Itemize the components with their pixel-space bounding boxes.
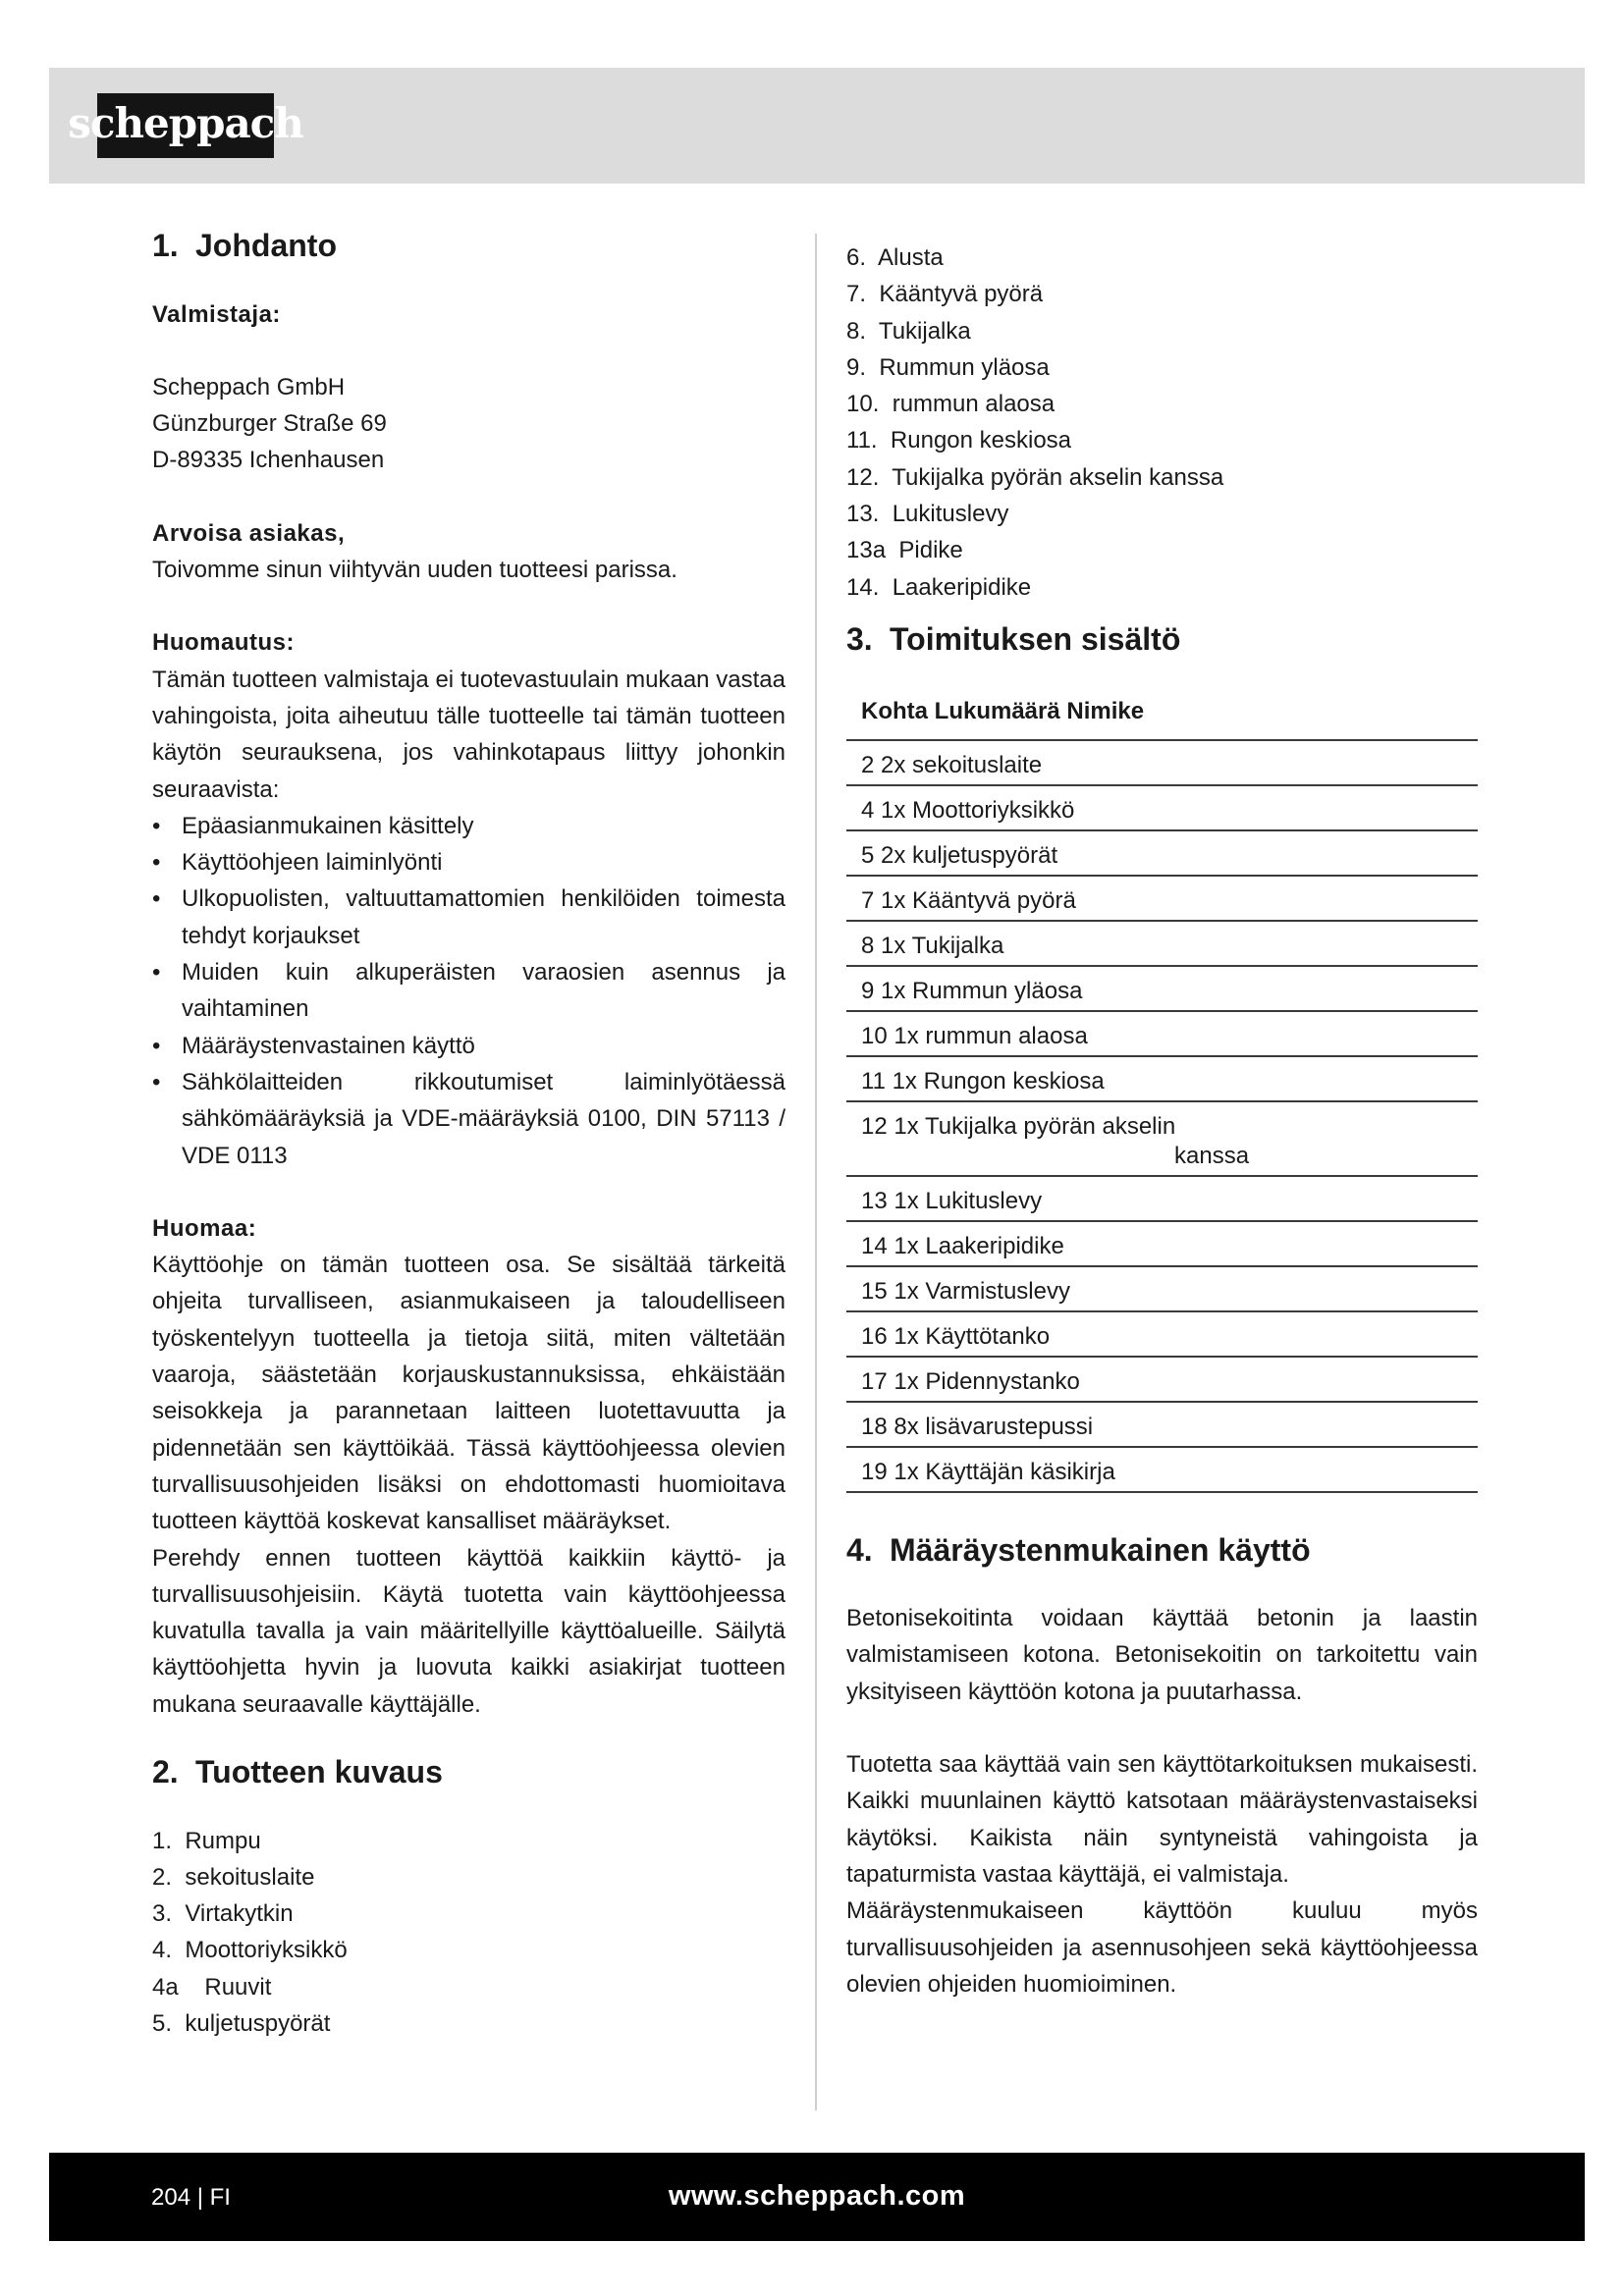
table-row: 9 1x Rummun yläosa [846, 967, 1478, 1012]
greeting-label: Arvoisa asiakas, [152, 519, 346, 547]
list-item: 14. Laakeripidike [846, 573, 1032, 601]
liability-list [152, 808, 785, 1174]
address-line: Scheppach GmbH [152, 373, 346, 400]
address-line: D-89335 Ichenhausen [152, 447, 385, 474]
table-cell-wrap: kanssa [1174, 1142, 1250, 1169]
list-item: 5. kuljetuspyörät [152, 2010, 331, 2038]
table-row: 18 8x lisävarustepussi [846, 1403, 1478, 1448]
table-row: 4 1x Moottoriyksikkö [846, 786, 1478, 831]
left-column [152, 226, 785, 2042]
column-divider [815, 234, 817, 2110]
note-label: Huomautus: [152, 629, 295, 657]
list-item: • Epäasianmukainen käsittely [152, 808, 785, 844]
list-item: • Muiden kuin alkuperäisten varaosien asennus ja vaihtaminen [152, 954, 785, 1028]
table-row [846, 1102, 1478, 1177]
list-item: • Käyttöohjeen laiminlyönti [152, 844, 785, 881]
usage-paragraph: Betonisekoitinta voidaan käyttää betonin ja laastin valmistamiseen kotona. Betonisekoitin on tarkoitettu vain yksityiseen käyttöön kotona ja puutarhassa. [846, 1605, 1478, 1705]
section-1-heading: 1. Johdanto [152, 228, 337, 263]
table-row: 11 1x Rungon keskiosa [846, 1057, 1478, 1102]
greeting-text: Toivomme sinun viihtyvän uuden tuotteesi parissa. [152, 557, 677, 584]
table-row: 10 1x rummun alaosa [846, 1012, 1478, 1057]
table-header: Kohta Lukumäärä Nimike [846, 684, 1478, 741]
list-item: • Ulkopuolisten, valtuuttamattomien henkilöiden toimesta tehdyt korjaukset [152, 881, 785, 954]
table-row: 15 1x Varmistuslevy [846, 1267, 1478, 1312]
page-footer [49, 2153, 1585, 2241]
table-row: 8 1x Tukijalka [846, 922, 1478, 967]
table-row: 5 2x kuljetuspyörät [846, 831, 1478, 877]
list-item: 4. Moottoriyksikkö [152, 1937, 348, 1964]
list-item: • Määräystenvastainen käyttö [152, 1028, 785, 1064]
list-item: 8. Tukijalka [846, 317, 971, 345]
usage-paragraph: Tuotetta saa käyttää vain sen käyttötarkoituksen mukaisesti. Kaikki muunlainen käyttö katsotaan määräystenvastaiseksi käytöksi. Kaikista näin syntyneistä vahingoista ja tapaturmista vastaa käyttäjä, ei valmistaja. [846, 1751, 1478, 1888]
page-number: 204 | FI [151, 2184, 231, 2211]
list-item: 12. Tukijalka pyörän akselin kanssa [846, 463, 1224, 491]
list-item: 7. Kääntyvä pyörä [846, 281, 1044, 308]
section-2-heading: 2. Tuotteen kuvaus [152, 1753, 443, 1789]
table-row: 2 2x sekoituslaite [846, 741, 1478, 786]
list-item: 2. sekoituslaite [152, 1863, 315, 1891]
list-item: 1. Rumpu [152, 1827, 261, 1854]
table-row: 7 1x Kääntyvä pyörä [846, 877, 1478, 922]
list-item: 11. Rungon keskiosa [846, 427, 1072, 454]
page-header [49, 68, 1585, 184]
table-row: 16 1x Käyttötanko [846, 1312, 1478, 1358]
table-cell: 12 1x Tukijalka pyörän akselin [861, 1112, 1176, 1140]
list-item: 6. Alusta [846, 244, 944, 271]
section-3-heading: 3. Toimituksen sisältö [846, 620, 1181, 657]
list-item: • Sähkölaitteiden rikkoutumiset laiminlyötäessä sähkömääräyksiä ja VDE-määräyksiä 0100, DIN 57113 / VDE 0113 [152, 1064, 785, 1174]
list-item: 4a Ruuvit [152, 1973, 272, 2001]
list-item: 10. rummun alaosa [846, 391, 1056, 418]
section-4-heading: 4. Määräystenmukainen käyttö [846, 1531, 1311, 1568]
list-item: 9. Rummun yläosa [846, 353, 1050, 381]
list-item: 3. Virtakytkin [152, 1900, 294, 1928]
notice-paragraph: Käyttöohje on tämän tuotteen osa. Se sisältää tärkeitä ohjeita turvalliseen, asianmukaiseen ja taloudelliseen työskentelyyn tuotteella ja tietoja siitä, miten vältetään vaaroja, säästetään korjauskustannuksissa, ehkäistään seisokkeja ja parannetaan laitteen luotettavuutta ja pidennetään sen käyttöikää. Tässä käyttöohjeessa olevien turvallisuusohjeiden lisäksi on ehdottomasti huomioitava tuotteen käyttöä koskevat kansalliset määräykset. [152, 1252, 785, 1535]
delivery-contents-table [846, 684, 1478, 1493]
manufacturer-label: Valmistaja: [152, 300, 281, 328]
scheppach-logo: scheppach [97, 93, 274, 158]
table-row: 19 1x Käyttäjän käsikirja [846, 1448, 1478, 1493]
usage-paragraph: Määräystenmukaiseen käyttöön kuuluu myös turvallisuusohjeiden ja asennusohjeen sekä käyttöohjeessa olevien ohjeiden huomioiminen. [846, 1897, 1478, 1998]
website-link[interactable]: www.scheppach.com [668, 2180, 966, 2212]
table-row: 14 1x Laakeripidike [846, 1222, 1478, 1267]
address-line: Günzburger Straße 69 [152, 410, 387, 438]
list-item: 13a Pidike [846, 537, 963, 564]
table-row: 13 1x Lukituslevy [846, 1177, 1478, 1222]
notice-paragraph: Perehdy ennen tuotteen käyttöä kaikkiin käyttö- ja turvallisuusohjeisiin. Käytä tuotetta vain käyttöohjeessa kuvatulla tavalla ja vain määritellyille käyttöalueille. Säilytä käyttöohjetta hyvin ja luovuta kaikki asiakirjat tuotteen mukana seuraavalle käyttäjälle. [152, 1544, 785, 1718]
list-item: 13. Lukituslevy [846, 501, 1009, 528]
right-column [846, 226, 1478, 2002]
note-text: Tämän tuotteen valmistaja ei tuotevastuulain mukaan vastaa vahingoista, joita aiheutuu tälle tuotteelle tai tämän tuotteen käytön seurauksena, jos vahinkotapaus liittyy johonkin seuraavista: [152, 666, 785, 803]
table-row: 17 1x Pidennystanko [846, 1358, 1478, 1403]
notice-label: Huomaa: [152, 1214, 257, 1242]
